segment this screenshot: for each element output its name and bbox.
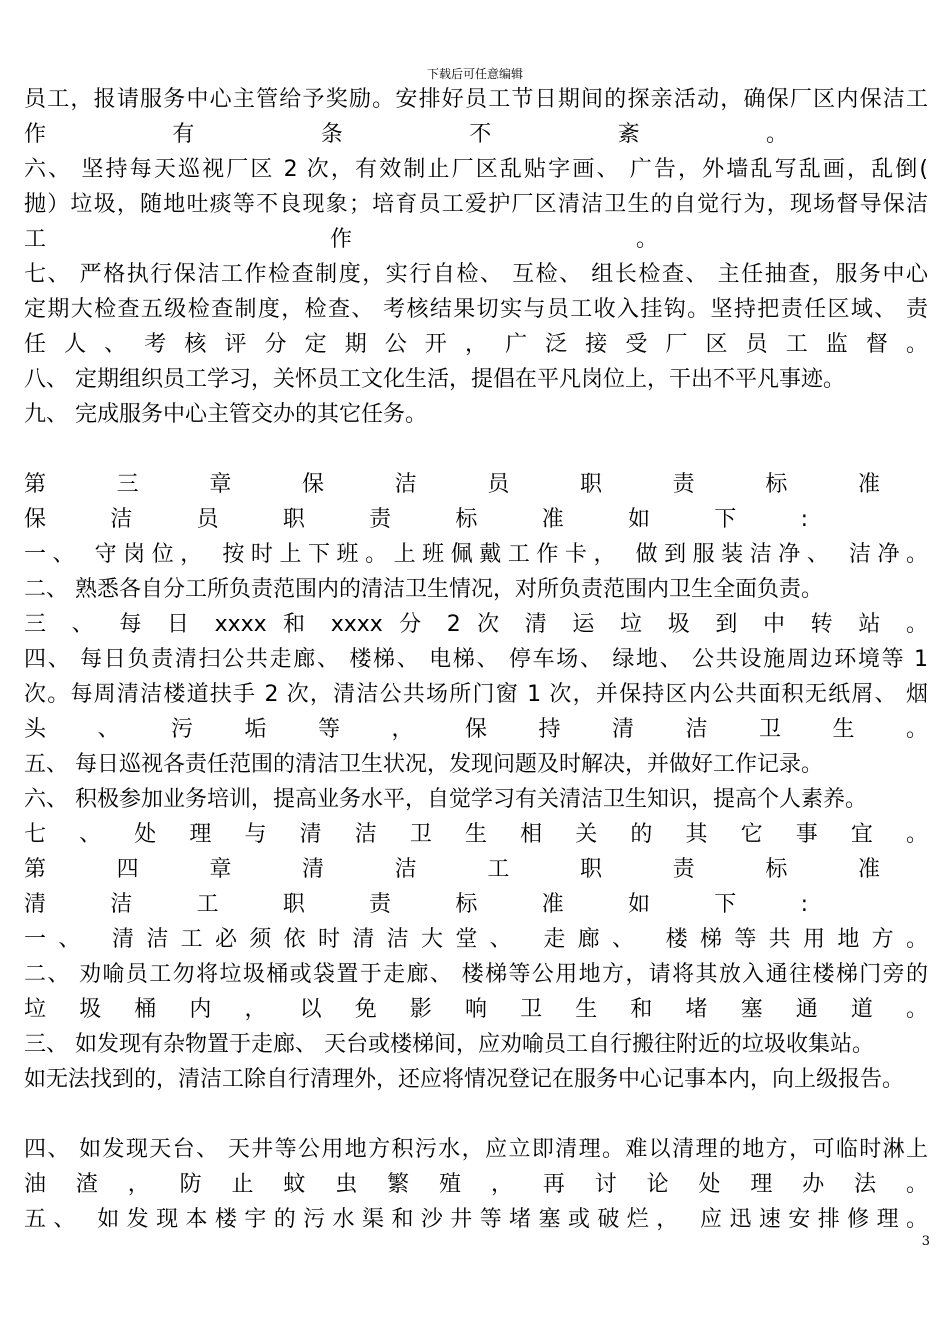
text-line: 一、 守岗位， 按时上下班。上班佩戴工作卡， 做到服装洁净、 洁净。 <box>24 542 928 567</box>
text-line: 七、 严格执行保洁工作检查制度，实行自检、 互检、 组长检查、 主任抽查，服务中心 <box>24 262 928 287</box>
text-line: 五、 如发现本楼宇的污水渠和沙井等堵塞或破烂， 应迅速安排修理。 <box>24 1207 928 1232</box>
text-line: 七 、 处 理 与 清 洁 卫 生 相 关 的 其 它 事 宜 。 <box>24 822 928 847</box>
text-line: 四、 每日负责清扫公共走廊、 楼梯、 电梯、 停车场、 绿地、 公共设施周边环境等 1 <box>24 647 928 672</box>
text-line: 六、 坚持每天巡视厂区 2 次，有效制止厂区乱贴字画、 广告，外墙乱写乱画，乱倒( <box>24 157 928 182</box>
text-line: 四、 如发现天台、 天井等公用地方积污水，应立即清理。难以清理的地方，可临时淋上 <box>24 1137 928 1162</box>
document-body <box>24 82 928 1237</box>
section-intro: 清 洁 工 职 责 标 准 如 下 : <box>24 892 808 917</box>
section-intro: 保 洁 员 职 责 标 准 如 下 : <box>24 507 808 532</box>
text-line: 三、 如发现有杂物置于走廊、 天台或楼梯间，应劝喻员工自行搬往附近的垃圾收集站。 <box>24 1032 874 1057</box>
blank-line <box>24 432 928 467</box>
text-line: 作 有 条 不 紊 。 <box>24 122 788 147</box>
text-line: 三 、 每 日 xxxx 和 xxxx 分 2 次 清 运 垃 圾 到 中 转 站 。 <box>24 612 928 637</box>
text-line: 二、 熟悉各自分工所负责范围内的清洁卫生情况，对所负责范围内卫生全面负责。 <box>24 577 823 602</box>
text-line: 次。每周清洁楼道扶手 2 次，清洁公共场所门窗 1 次，并保持区内公共面积无纸屑、 烟 <box>24 682 928 707</box>
text-line: 头 、 污 垢 等 ， 保 持 清 洁 卫 生 。 <box>24 717 928 742</box>
page-header: 下载后可任意编辑 <box>426 67 523 81</box>
text-line: 员工，报请服务中心主管给予奖励。安排好员工节日期间的探亲活动，确保厂区内保洁工 <box>24 87 928 112</box>
text-line: 六、 积极参加业务培训，提高业务水平，自觉学习有关清洁卫生知识，提高个人素养。 <box>24 787 867 812</box>
text-line: 五、 每日巡视各责任范围的清洁卫生状况，发现问题及时解决，并做好工作记录。 <box>24 752 823 777</box>
page-number: 3 <box>921 1234 930 1249</box>
chapter-heading: 第 三 章 保 洁 员 职 责 标 准 <box>24 472 880 497</box>
text-line: 一、 清洁工必须依时清洁大堂、 走廊、 楼梯等共用地方。 <box>24 927 928 952</box>
text-line: 八、 定期组织员工学习，关怀员工文化生活，提倡在平凡岗位上，干出不平凡事迹。 <box>24 367 845 392</box>
text-line: 任 人 、 考 核 评 分 定 期 公 开 ， 广 泛 接 受 厂 区 员 工 监 督 。 <box>24 332 928 357</box>
blank-line <box>24 1097 928 1132</box>
text-line: 如无法找到的，清洁工除自行清理外，还应将情况登记在服务中心记事本内，向上级报告。 <box>24 1067 905 1092</box>
text-line: 油 渣 ， 防 止 蚊 虫 繁 殖 ， 再 讨 论 处 理 办 法 。 <box>24 1172 928 1197</box>
text-line: 工 作 。 <box>24 227 658 252</box>
text-line: 九、 完成服务中心主管交办的其它任务。 <box>24 402 427 427</box>
text-line: 抛）垃圾，随地吐痰等不良现象；培育员工爱护厂区清洁卫生的自觉行为，现场督导保洁 <box>24 192 928 217</box>
text-line: 垃 圾 桶 内 ， 以 免 影 响 卫 生 和 堵 塞 通 道 。 <box>24 997 928 1022</box>
chapter-heading: 第 四 章 清 洁 工 职 责 标 准 <box>24 857 880 882</box>
text-line: 二、 劝喻员工勿将垃圾桶或袋置于走廊、 楼梯等公用地方，请将其放入通往楼梯门旁的 <box>24 962 928 987</box>
text-line: 定期大检查五级检查制度，检查、 考核结果切实与员工收入挂钩。坚持把责任区域、 责 <box>24 297 928 322</box>
